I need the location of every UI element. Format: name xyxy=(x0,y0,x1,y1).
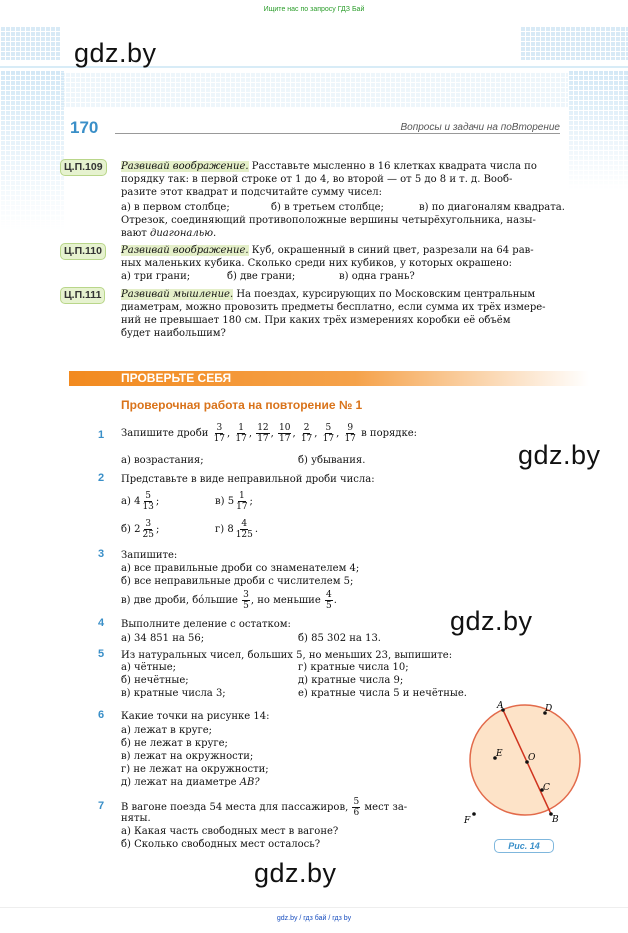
q1-option-b: б) убывания. xyxy=(298,455,366,466)
footer-rule xyxy=(0,907,628,908)
question-number-2: 2 xyxy=(98,472,105,484)
q6-option-a: а) лежат в круге; xyxy=(121,725,213,736)
q5-option-g: г) кратные числа 10; xyxy=(298,662,409,673)
q3-option-b: б) все неправильные дроби с числителем 5; xyxy=(121,576,354,587)
question-number-4: 4 xyxy=(98,617,105,629)
q1-option-a: а) возрастания; xyxy=(121,455,204,466)
q1-fraction-1: $\frac{3}{17}$ xyxy=(213,423,226,444)
question-number-3: 3 xyxy=(98,548,105,560)
q1-fraction-3: $\frac{12}{17}$ xyxy=(257,423,269,444)
task-code-110: Ц.П.110 xyxy=(60,243,106,260)
question-number-5: 5 xyxy=(98,648,105,660)
point-f-label: F xyxy=(464,816,471,826)
top-right-grid-decoration xyxy=(520,26,628,60)
left-margin-grid-decoration xyxy=(0,70,64,230)
question-2: Представьте в виде неправильной дроби числа: xyxy=(121,474,375,485)
q4-option-b: б) 85 302 на 13. xyxy=(298,633,381,644)
point-b-label: B xyxy=(552,815,559,825)
point-f-dot xyxy=(472,812,476,816)
task-109-lead: Развивай воображение. xyxy=(121,161,249,172)
check-yourself-banner: ПРОВЕРЬТЕ СЕБЯ xyxy=(69,371,589,386)
task-code-111: Ц.П.111 xyxy=(60,287,105,304)
task-code-109: Ц.П.109 xyxy=(60,159,107,176)
q5-option-e: е) кратные числа 5 и нечётные. xyxy=(298,688,467,699)
q3-option-a: а) все правильные дроби со знаменателем 4; xyxy=(121,563,360,574)
point-a-label: A xyxy=(497,701,504,711)
q6-option-b: б) не лежат в круге; xyxy=(121,738,228,749)
q5-option-v: в) кратные числа 3; xyxy=(121,688,226,699)
task-110-lead: Развивай воображение. xyxy=(121,245,249,256)
top-left-grid-decoration xyxy=(0,26,60,60)
q1-fraction-6: $\frac{5}{17}$ xyxy=(322,423,335,444)
figure-14-circle-diagram xyxy=(456,698,592,830)
circle xyxy=(470,705,580,815)
task-111: Развивай мышление. На поездах, курсирующих по Московским центральным диаметрам, можно провозить предметы бесплатно, если сумма их трёх измере- ний не превышает 180 см. При каких трёх измерениях коробки её объём будет наибольшим? xyxy=(121,289,546,339)
q5-option-b: б) нечётные; xyxy=(121,675,189,686)
task-110: Развивай воображение. Куб, окрашенный в синий цвет, разрезали на 64 рав- ных маленьких кубика. Сколько среди них кубиков, у которых окрашено: а) три грани; б) две грани; в) одна грань? xyxy=(121,245,534,282)
test-title: Проверочная работа на повторение № 1 xyxy=(121,398,363,412)
question-3: Запишите: xyxy=(121,550,178,561)
q2-option-b: б) 2 $\frac{3}{25}$ ; xyxy=(121,519,160,540)
q1-fraction-7: $\frac{9}{17}$ xyxy=(344,423,356,444)
question-4: Выполните деление с остатком: xyxy=(121,619,291,630)
q1-fraction-4: $\frac{10}{17}$ xyxy=(279,423,291,444)
question-number-1: 1 xyxy=(98,429,105,441)
q3-option-v: в) две дроби, бóльшие $\frac{3}{5}$ , но меньшие $\frac{4}{5}$ . xyxy=(121,590,337,611)
header-grid-decoration xyxy=(60,72,568,108)
q5-option-d: д) кратные числа 9; xyxy=(298,675,404,686)
point-o-label: O xyxy=(528,753,536,763)
question-number-6: 6 xyxy=(98,709,105,721)
watermark-3: gdz.by xyxy=(450,606,533,636)
figure-caption: Рис. 14 xyxy=(494,839,554,853)
header-rule xyxy=(115,133,560,134)
q6-option-v: в) лежат на окружности; xyxy=(121,751,254,762)
q2-option-v: в) 5 $\frac{1}{17}$ ; xyxy=(215,491,253,512)
point-c-label: C xyxy=(543,783,550,793)
page-number: 170 xyxy=(70,118,99,137)
bottom-links[interactable]: gdz.by / гдз бай / гдз by xyxy=(276,915,352,922)
q7-option-a: а) Какая часть свободных мест в вагоне? xyxy=(121,826,339,837)
question-5: Из натуральных чисел, больших 5, но меньших 23, выпишите: xyxy=(121,650,453,661)
point-d-label: D xyxy=(545,704,553,714)
question-6: Какие точки на рисунке 14: xyxy=(121,711,270,722)
watermark-1: gdz.by xyxy=(74,38,157,68)
watermark-2: gdz.by xyxy=(518,440,601,470)
task-109: Развивай воображение. Расставьте мысленно в 16 клетках квадрата числа по порядку так: в первой строке от 1 до 4, во второй — от 5 до 8 и т. д. Вооб- разите этот квадрат и подсчитайте сумму чисел: а) в первом столбце; б) в третьем столбце; в) по диагоналям квадрата. Отрезок, соединяющий противоположные вершины четырёхугольника, назы- вают диагональю. xyxy=(121,161,565,239)
q1-fraction-2: $\frac{1}{17}$ xyxy=(235,423,247,444)
q7-option-b: б) Сколько свободных мест осталось? xyxy=(121,839,321,850)
question-7: В вагоне поезда 54 места для пассажиров, $\frac{5}{6}$ мест за- xyxy=(121,797,408,818)
top-search-link[interactable]: Ищите нас по запросу ГДЗ Бай xyxy=(263,6,365,13)
question-7-cont: няты. xyxy=(121,813,151,824)
q4-option-a: а) 34 851 на 56; xyxy=(121,633,205,644)
q5-option-a: а) чётные; xyxy=(121,662,177,673)
question-number-7: 7 xyxy=(98,800,105,812)
question-1: Запишите дроби $\frac{3}{17}$ , $\frac{1}{17}$ , $\frac{12}{17}$ , $\frac{10}{17}$ , $\frac{2}{17}$ , $\frac{5}{17}$ , $\frac{9}{17}$ в порядке: xyxy=(121,423,417,444)
q6-option-d: д) лежат на диаметре AB? xyxy=(121,777,260,788)
q2-option-g: г) 8 $\frac{4}{125}$ . xyxy=(215,519,259,540)
watermark-4: gdz.by xyxy=(254,858,337,888)
task-111-lead: Развивай мышление. xyxy=(121,289,234,300)
point-e-label: E xyxy=(496,749,503,759)
q2-option-a: а) 4 $\frac{5}{13}$ ; xyxy=(121,491,160,512)
header-title: Вопросы и задачи на поВторение xyxy=(400,122,560,133)
q6-option-g: г) не лежат на окружности; xyxy=(121,764,269,775)
q1-fraction-5: $\frac{2}{17}$ xyxy=(300,423,313,444)
